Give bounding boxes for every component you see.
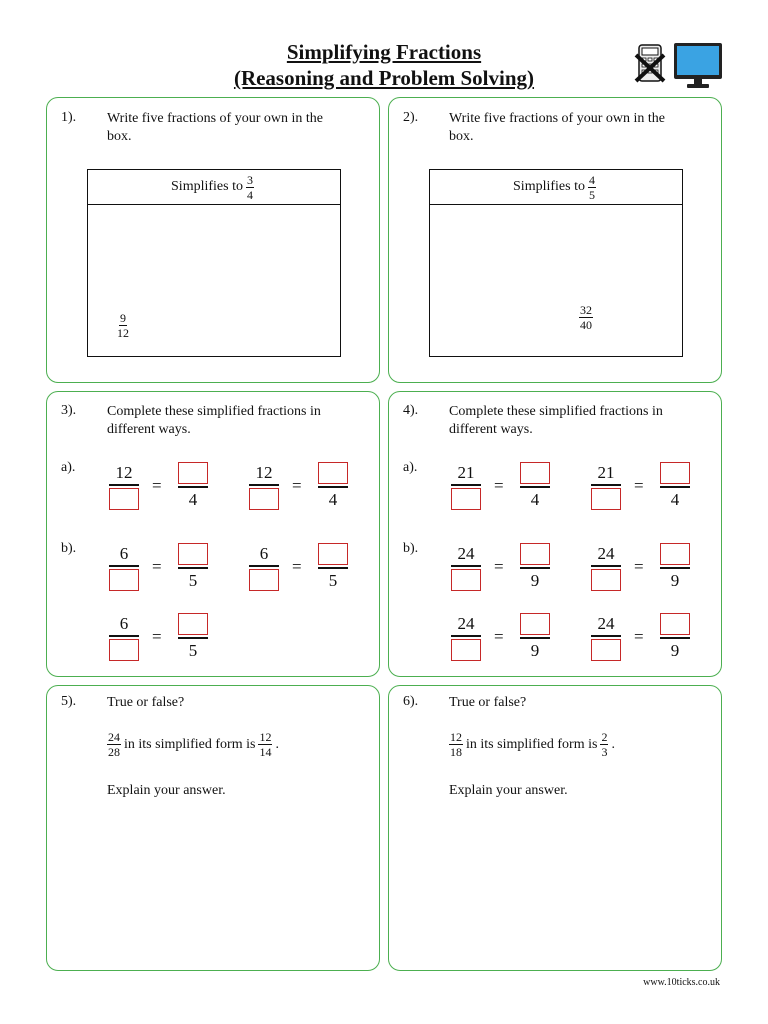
equals-sign: = <box>494 557 504 576</box>
fraction-bar <box>109 635 139 637</box>
fraction-bar <box>318 486 348 488</box>
numerator: 6 <box>259 544 269 563</box>
fraction-bar <box>109 565 139 567</box>
fraction-bar <box>660 486 690 488</box>
statement: 12 18 in its simplified form is 2 3 . <box>450 730 615 759</box>
box-header <box>430 170 682 205</box>
question-5-panel[interactable] <box>46 685 380 971</box>
answer-box-denominator[interactable] <box>451 639 481 661</box>
numerator: 24 <box>597 614 615 633</box>
fraction: 2 3 <box>601 730 608 759</box>
part-a-label: a). <box>61 460 76 475</box>
fraction-bar <box>591 635 621 637</box>
denominator: 4 <box>188 490 198 509</box>
part-b-label: b). <box>61 541 77 556</box>
denominator: 9 <box>670 641 680 660</box>
fraction-bar <box>660 637 690 639</box>
answer-box-denominator[interactable] <box>451 488 481 510</box>
answer-box[interactable] <box>87 169 341 357</box>
answer-box-numerator[interactable] <box>520 462 550 484</box>
equals-sign: = <box>292 476 302 495</box>
fraction-bar <box>249 565 279 567</box>
explain-instruction: Explain your answer. <box>449 783 568 798</box>
fraction-bar <box>178 567 208 569</box>
question-1-panel <box>46 97 380 383</box>
fraction-bar <box>178 486 208 488</box>
numerator: 21 <box>457 463 475 482</box>
example-fraction: 9 12 <box>117 311 129 340</box>
answer-box-numerator[interactable] <box>318 543 348 565</box>
equals-sign: = <box>494 476 504 495</box>
question-text: Write five fractions of your own in the box. <box>449 111 665 144</box>
answer-box[interactable] <box>429 169 683 357</box>
explain-instruction: Explain your answer. <box>107 783 226 798</box>
fraction-bar <box>520 486 550 488</box>
footer-url: www.10ticks.co.uk <box>643 977 720 988</box>
answer-box-denominator[interactable] <box>591 639 621 661</box>
box-header <box>88 170 340 205</box>
denominator: 9 <box>530 641 540 660</box>
question-6-panel[interactable] <box>388 685 722 971</box>
fraction-bar <box>451 484 481 486</box>
answer-box-numerator[interactable] <box>520 613 550 635</box>
fraction-bar <box>318 567 348 569</box>
fraction: 24 28 <box>108 730 120 759</box>
answer-box-numerator[interactable] <box>178 613 208 635</box>
monitor-icon <box>673 42 723 90</box>
answer-box-numerator[interactable] <box>660 462 690 484</box>
numerator: 24 <box>457 614 475 633</box>
question-number: 1). <box>61 110 77 125</box>
fraction-bar <box>520 567 550 569</box>
fraction-bar <box>520 637 550 639</box>
fraction: 12 18 <box>450 730 462 759</box>
question-number: 2). <box>403 110 419 125</box>
numerator: 6 <box>119 544 129 563</box>
question-4-panel <box>388 391 722 677</box>
answer-box-denominator[interactable] <box>109 569 139 591</box>
question-number: 5). <box>61 694 77 709</box>
page-title: Simplifying Fractions <box>286 40 482 64</box>
fraction-bar <box>451 635 481 637</box>
answer-box-numerator[interactable] <box>520 543 550 565</box>
question-text: Complete these simplified fractions in different ways. <box>449 404 663 437</box>
target-fraction: 3 4 <box>246 172 253 202</box>
denominator: 9 <box>670 571 680 590</box>
fraction-bar <box>451 565 481 567</box>
equals-sign: = <box>292 557 302 576</box>
denominator: 5 <box>328 571 338 590</box>
denominator: 9 <box>530 571 540 590</box>
equals-sign: = <box>634 476 644 495</box>
answer-box-numerator[interactable] <box>660 613 690 635</box>
answer-box-numerator[interactable] <box>178 462 208 484</box>
target-fraction: 4 5 <box>588 172 595 202</box>
answer-box-numerator[interactable] <box>660 543 690 565</box>
fraction: 12 14 <box>259 730 272 759</box>
answer-box-denominator[interactable] <box>591 569 621 591</box>
question-number: 3). <box>61 403 77 418</box>
fraction-bar <box>178 637 208 639</box>
question-number: 6). <box>403 694 419 709</box>
calculator-crossed-icon <box>634 43 666 83</box>
denominator: 5 <box>188 641 198 660</box>
numerator: 6 <box>119 614 129 633</box>
box-label: Simplifies to <box>513 179 585 194</box>
equals-sign: = <box>634 627 644 646</box>
answer-box-denominator[interactable] <box>249 488 279 510</box>
equals-sign: = <box>634 557 644 576</box>
answer-box-denominator[interactable] <box>109 488 139 510</box>
numerator: 12 <box>255 463 273 482</box>
answer-box-denominator[interactable] <box>591 488 621 510</box>
question-prompt: True or false? <box>449 695 527 710</box>
denominator: 4 <box>328 490 338 509</box>
example-fraction: 32 40 <box>580 303 592 332</box>
question-text: Complete these simplified fractions in different ways. <box>107 404 321 437</box>
numerator: 12 <box>115 463 133 482</box>
answer-box-denominator[interactable] <box>451 569 481 591</box>
question-2-panel <box>388 97 722 383</box>
numerator: 24 <box>457 544 475 563</box>
box-label: Simplifies to <box>171 179 243 194</box>
question-text: Write five fractions of your own in the box. <box>107 111 323 144</box>
question-prompt: True or false? <box>107 695 185 710</box>
fraction-bar <box>660 567 690 569</box>
equals-sign: = <box>152 627 162 646</box>
part-a-label: a). <box>403 460 418 475</box>
answer-box-denominator[interactable] <box>109 639 139 661</box>
equals-sign: = <box>152 557 162 576</box>
answer-box-numerator[interactable] <box>318 462 348 484</box>
numerator: 21 <box>597 463 615 482</box>
part-b-label: b). <box>403 541 419 556</box>
page-subtitle: (Reasoning and Problem Solving) <box>233 66 535 90</box>
equals-sign: = <box>152 476 162 495</box>
fraction-bar <box>591 565 621 567</box>
answer-box-denominator[interactable] <box>249 569 279 591</box>
denominator: 4 <box>670 490 680 509</box>
fraction-bar <box>109 484 139 486</box>
fraction-bar <box>249 484 279 486</box>
question-number: 4). <box>403 403 419 418</box>
numerator: 24 <box>597 544 615 563</box>
question-3-panel <box>46 391 380 677</box>
denominator: 4 <box>530 490 540 509</box>
answer-box-numerator[interactable] <box>178 543 208 565</box>
statement: 24 28 in its simplified form is 12 14 . <box>108 730 279 759</box>
denominator: 5 <box>188 571 198 590</box>
equals-sign: = <box>494 627 504 646</box>
fraction-bar <box>591 484 621 486</box>
